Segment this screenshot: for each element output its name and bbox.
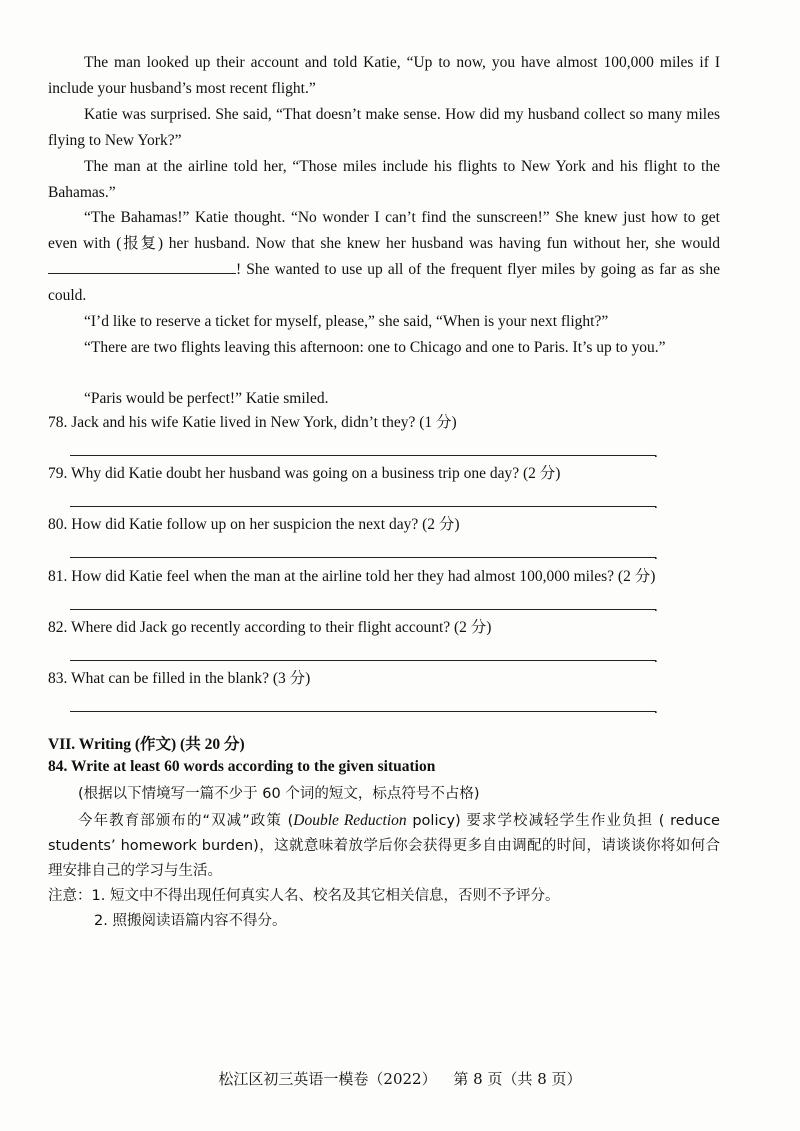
writing-note-2: 2. 照搬阅读语篇内容不得分。 — [94, 913, 287, 929]
writing-note-1: 注意：1. 短文中不得出现任何真实人名、校名及其它相关信息，否则不予评分。 — [48, 888, 560, 904]
answer-line-82-period: . — [654, 650, 658, 666]
footer-exam-title: 松江区初三英语一模卷（2022） — [218, 1070, 437, 1088]
question-80: 80. How did Katie follow up on her suspicion the next day? (2 分) — [48, 516, 460, 533]
answer-line-78[interactable] — [70, 455, 656, 456]
answer-line-78-period: . — [654, 445, 658, 461]
passage-paragraph-5: “I’d like to reserve a ticket for myself, please,” she said, “When is your next flight?” — [84, 313, 609, 330]
passage-paragraph-4-part-b: ! She wanted to use up all of the frequent flyer miles by going as far as she could. — [48, 261, 720, 304]
question-81: 81. How did Katie feel when the man at the airline told her they had almost 100,000 miles? (2 分) — [48, 568, 656, 585]
page-footer — [0, 1068, 800, 1089]
question-78: 78. Jack and his wife Katie lived in New York, didn’t they? (1 分) — [48, 414, 457, 431]
writing-section-title: VII. Writing (作文) (共 20 分) — [48, 736, 245, 753]
answer-line-83[interactable] — [70, 711, 656, 712]
answer-line-79-period: . — [654, 496, 658, 512]
writing-prompt-part-a: 今年教育部颁布的“双减”政策 ( — [78, 813, 294, 829]
passage-paragraph-3: The man at the airline told her, “Those miles include his flights to New York and his flight to the Bahamas.” — [48, 158, 720, 201]
writing-prompt — [48, 808, 720, 884]
passage-paragraph-4-part-a: “The Bahamas!” Katie thought. “No wonder I can’t find the sunscreen!” She knew just how to get even with (报复) her husband. Now that she knew her husband was having fun without her, she would — [48, 209, 720, 252]
answer-line-81[interactable] — [70, 609, 656, 610]
answer-line-82[interactable] — [70, 660, 656, 661]
footer-page-number: 第 8 页（共 8 页） — [453, 1070, 582, 1088]
question-82: 82. Where did Jack go recently according to their flight account? (2 分) — [48, 619, 492, 636]
passage-paragraph-7: “Paris would be perfect!” Katie smiled. — [84, 390, 329, 407]
writing-instruction: (根据以下情境写一篇不少于 60 个词的短文，标点符号不占格) — [78, 786, 480, 802]
fill-in-blank — [48, 259, 236, 274]
passage-paragraph-1: The man looked up their account and told Katie, “Up to now, you have almost 100,000 miles if I include your husband’s most recent flight.” — [48, 54, 720, 97]
question-83: 83. What can be filled in the blank? (3 分) — [48, 670, 311, 687]
answer-line-83-period: . — [654, 701, 658, 717]
question-79: 79. Why did Katie doubt her husband was going on a business trip one day? (2 分) — [48, 465, 561, 482]
writing-task: 84. Write at least 60 words according to the given situation — [48, 758, 436, 775]
writing-prompt-part-b: policy) 要求学校减轻学生作业负担 ( reduce students’ homework burden)，这就意味着放学后你会获得更多自由调配的时间，请谈谈你将如何合理安排自己的学习与生活。 — [48, 813, 720, 879]
answer-line-80-period: . — [654, 547, 658, 563]
answer-line-81-period: . — [654, 599, 658, 615]
answer-line-79[interactable] — [70, 506, 656, 507]
passage-paragraph-6: “There are two flights leaving this afternoon: one to Chicago and one to Paris. It’s up to you.” — [84, 339, 666, 356]
answer-line-80[interactable] — [70, 557, 656, 558]
writing-prompt-italic: Double Reduction — [293, 812, 407, 829]
passage-paragraph-4 — [48, 205, 720, 309]
passage-paragraph-2: Katie was surprised. She said, “That doesn’t make sense. How did my husband collect so many miles flying to New York?” — [48, 106, 720, 149]
